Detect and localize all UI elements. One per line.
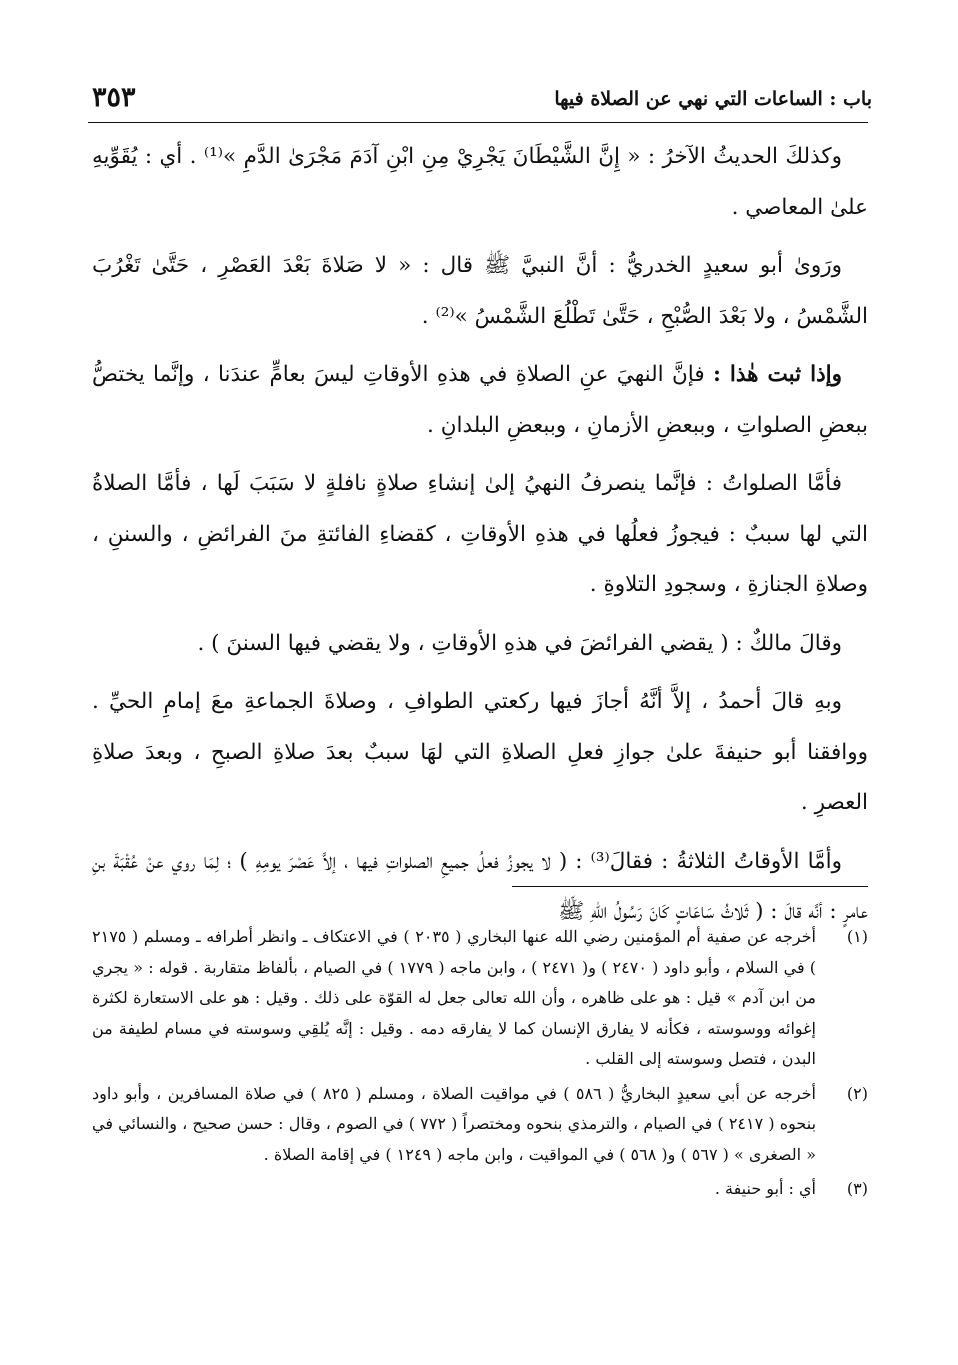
paragraph-text: ورَوىٰ أبو سعيدٍ الخدريُّ : أنَّ النبيَّ ﷺ قال : « لا صَلاةَ بَعْدَ العَصْرِ ، حَتَّىٰ تَغْرُبَ الشَّمْسُ ، ولا بَعْدَ الصُّبْحِ ، حَتَّىٰ تَطْلُعَ الشَّمْسُ »⁽²⁾ . (92, 253, 868, 329)
paragraph (92, 241, 868, 342)
footnote-number: (٣) (846, 1179, 868, 1198)
paragraph (92, 132, 868, 233)
paragraph-text: وأمَّا الأوقاتُ الثلاثةُ : فقالَ⁽³⁾ : ( لا يجوزُ فعلُ جميعِ الصلواتِ فيها ، إلاَّ عَصْرَ يومِهِ ) ؛ لِمَا روي عنْ عُقْبَةَ بنِ عامرٍ : أنَّه قالَ : ( ثَلاثُ سَاعَاتٍ كَانَ رَسُولُ اللهِ ﷺ (92, 848, 868, 924)
footnote (92, 922, 868, 1075)
chapter-title: باب : الساعات التي نهي عن الصلاة فيها (554, 88, 872, 110)
paragraph (92, 619, 868, 670)
paragraph-lead: وإذا ثبت هٰذا : (712, 362, 843, 387)
footnote-text: أخرجه عن أبي سعيدٍ البخاريُّ ( ٥٨٦ ) في مواقيت الصلاة ، ومسلم ( ٨٢٥ ) في صلاة المسافرين ، وأبو داود بنحوه ( ٢٤١٧ ) في الصيام ، والترمذي بنحوه ومختصراً ( ٧٧٢ ) في الصوم ، وقال : حسن صحيح ، والنسائي في « الصغرى » ( ٥٦٧ ) و( ٥٦٨ ) في المواقيت ، وابن ماجه ( ١٢٤٩ ) في إقامة الصلاة . (92, 1083, 817, 1164)
paragraph-text: وقالَ مالكٌ : ( يقضي الفرائضَ في هذهِ الأوقاتِ ، ولا يقضي فيها السننَ ) . (197, 630, 842, 656)
footnote-text: أي : أبو حنيفة . (714, 1179, 816, 1198)
footnote-number: (١) (846, 927, 868, 946)
paragraph (92, 459, 868, 611)
footnotes (92, 922, 868, 1209)
footnote-number: (٢) (846, 1083, 868, 1103)
running-header (84, 84, 872, 120)
page-number: ٣٥٣ (92, 82, 136, 113)
paragraph-text: فإنَّ النهيَ عنِ الصلاةِ في هذهِ الأوقاتِ ليسَ بعامٍّ عندَنا ، وإنَّما يختصُّ ببعضِ الصلواتِ ، وببعضِ الأزمانِ ، وببعضِ البلدانِ . (92, 362, 868, 438)
main-text (92, 132, 868, 938)
paragraph (92, 677, 868, 829)
paragraph-text: فأمَّا الصلواتُ : فإنَّما ينصرفُ النهيُ إلىٰ إنشاءِ صلاةٍ نافلةٍ لا سَبَبَ لَها ، فأمَّا الصلاةُ التي لها سببٌ : فيجوزُ فعلُها في هذهِ الأوقاتِ ، كقضاءِ الفائتةِ منَ الفرائضِ ، والسننِ ، وصلاةِ الجنازةِ ، وسجودِ التلاوةِ . (92, 471, 868, 597)
footnote-text: أخرجه عن صفية أم المؤمنين رضي الله عنها البخاري ( ٢٠٣٥ ) في الاعتكاف ـ وانظر أطرافه ـ ومسلم ( ٢١٧٥ ) في السلام ، وأبو داود ( ٢٤٧٠ ) و( ٢٤٧١ ) ، وابن ماجه ( ١٧٧٩ ) في الصيام ، بألفاظ متقاربة . قوله : « يجري من ابن آدم » قيل : هو على ظاهره ، وأن الله تعالى جعل له القوّة على ذلك . وقيل : هو على الاستعارة لكثرة إغوائه ووسوسته ، فكأنه لا يفارق الإنسان كما لا يفارقه دمه . وقيل : إنَّه يُلقِي وسوسته في مسام لطيفة من البدن ، فتصل وسوسته إلى القلب . (92, 927, 817, 1068)
footnote (92, 1079, 868, 1171)
paragraph-text: وكذلكَ الحديثُ الآخرُ : « إِنَّ الشَّيْطَانَ يَجْرِيْ مِنِ ابْنِ آدَمَ مَجْرَىٰ الدَّمِ »⁽¹⁾ . أي : يُقَوِّيهِ علىٰ المعاصي . (92, 144, 868, 220)
header-divider (88, 122, 868, 123)
paragraph-text: وبهِ قالَ أحمدُ ، إلاَّ أنَّهُ أجازَ فيها ركعتي الطوافِ ، وصلاةَ الجماعةِ معَ إمامِ الحيِّ . ووافقنا أبو حنيفةَ علىٰ جوازِ فعلِ الصلاةِ التي لهَا سببٌ بعدَ صلاةِ الصبحِ ، وبعدَ صلاةِ العصرِ . (92, 689, 868, 815)
footnote (92, 1174, 868, 1205)
paragraph (92, 350, 868, 451)
footnote-divider (512, 886, 868, 887)
